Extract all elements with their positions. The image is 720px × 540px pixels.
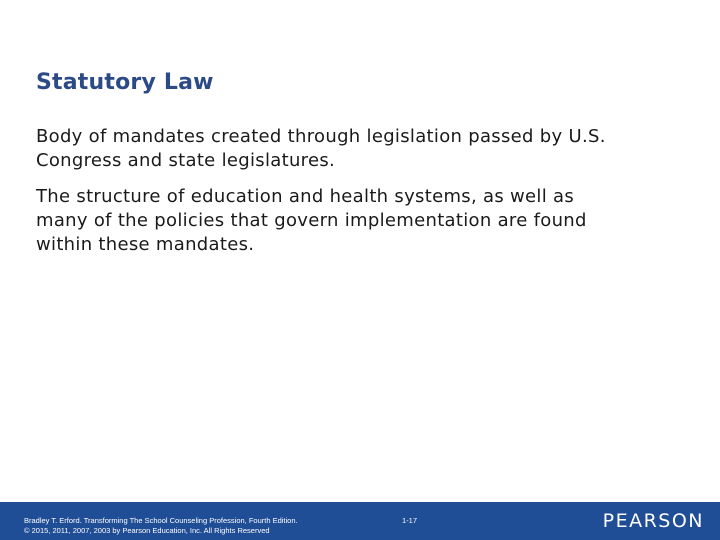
footer-bar [0, 502, 720, 540]
footer-credit [24, 516, 298, 536]
page-number: 1-17 [402, 516, 418, 525]
paragraph-definition [36, 125, 676, 173]
paragraph-line: The structure of education and health systems, as well as [36, 186, 575, 207]
paragraph-line: Body of mandates created through legislation passed by U.S. [36, 126, 606, 147]
credit-line: Bradley T. Erford. Transforming The School Counseling Profession, Fourth Edition. [24, 516, 298, 525]
pearson-logo: PEARSON [602, 510, 704, 532]
paragraph-line: many of the policies that govern implementation are found [36, 210, 587, 231]
paragraph-line: within these mandates. [36, 234, 255, 255]
paragraph-structure [36, 185, 676, 257]
copyright-line: © 2015, 2011, 2007, 2003 by Pearson Education, Inc. All Rights Reserved [24, 526, 270, 535]
slide-title: Statutory Law [36, 70, 214, 95]
slide-body [36, 125, 676, 269]
paragraph-line: Congress and state legislatures. [36, 150, 336, 171]
